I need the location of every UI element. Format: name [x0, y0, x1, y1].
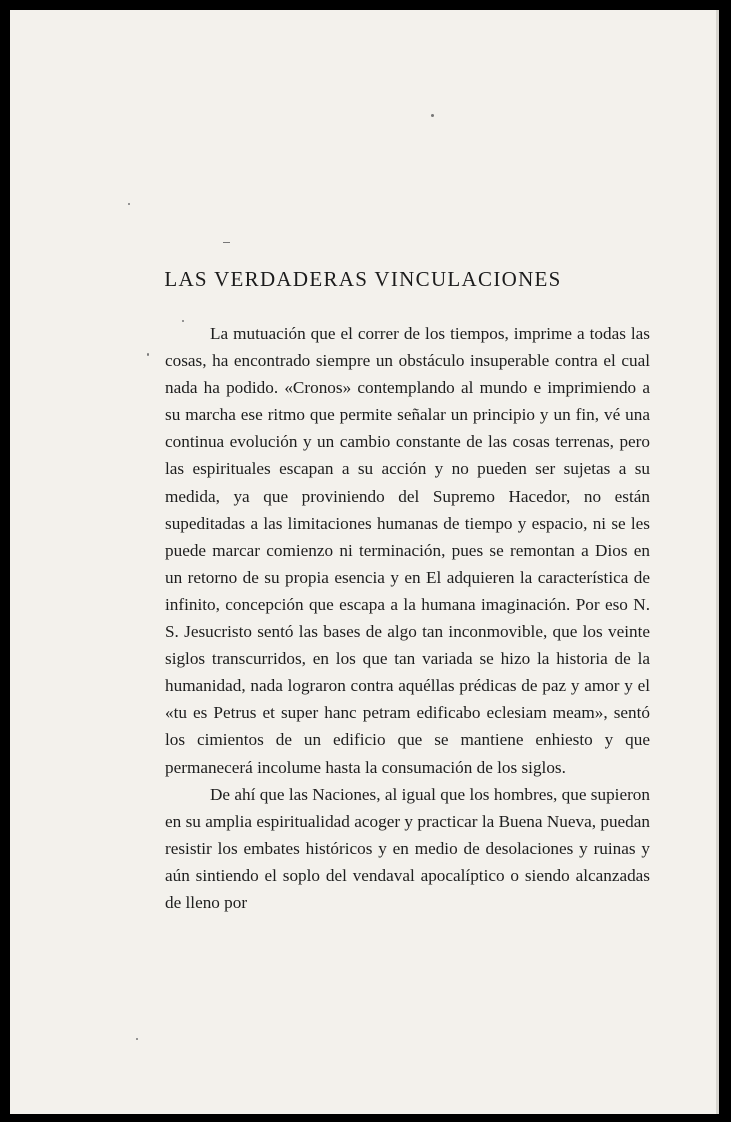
paper-speck	[128, 203, 130, 205]
paper-speck	[431, 114, 434, 117]
paragraph: De ahí que las Naciones, al igual que los hombres, que supieron en su amplia espiritualidad acoger y practicar la Buena Nueva, puedan resistir los embates históricos y en medio de desolaciones y ruinas y aún sintiendo el soplo del vendaval apocalíptico o siendo alcanzadas de lleno por	[165, 784, 650, 912]
paper-speck	[147, 353, 149, 356]
body-text	[165, 320, 650, 916]
paragraph: La mutuación que el correr de los tiempos, imprime a todas las cosas, ha encontrado siempre un obstáculo insuperable contra el cual nada ha podido. «Cronos» contemplando al mundo e imprimiendo a su marcha ese ritmo que permite señalar un principio y un fin, vé una continua evolución y un cambio constante de las cosas terrenas, pero las espirituales escapan a su acción y no pueden ser sujetas a su medida, ya que proviniendo del Supremo Hacedor, no están supeditadas a las limitaciones humanas de tiempo y espacio, ni se les puede marcar comienzo ni terminación, pues se remontan a Dios en un retorno de su propia esencia y en El adquieren la característica de infinito, concepción que escapa a la humana imaginación. Por eso N. S. Jesucristo sentó las bases de algo tan inconmovible, que los veinte siglos transcurridos, en los que tan variada se hizo la historia de la humanidad, nada lograron contra aquéllas prédicas de paz y amor y el «tu es Petrus et super hanc petram edificabo eclesiam meam», sentó los cimientos de un edificio que se mantiene enhiesto y que permanecerá incolume hasta la consumación de los siglos.	[165, 324, 650, 777]
document-page	[10, 10, 719, 1114]
page-title: LAS VERDADERAS VINCULACIONES	[164, 267, 562, 291]
paper-speck	[136, 1038, 138, 1040]
paper-speck	[223, 242, 230, 243]
